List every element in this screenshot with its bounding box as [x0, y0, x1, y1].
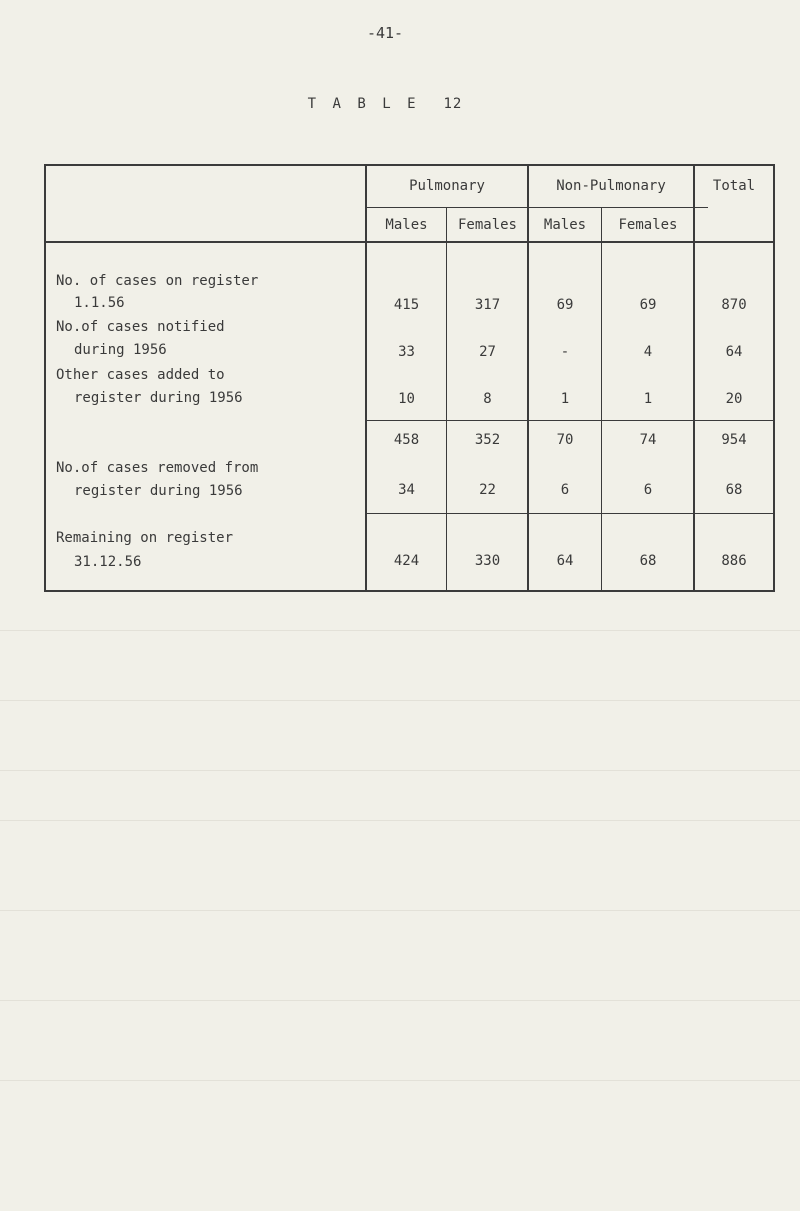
page-number: -41- — [366, 24, 404, 42]
row-label-register-start-line2: 1.1.56 — [74, 295, 125, 311]
subheader-nonpulmonary-males: Males — [543, 217, 587, 233]
cell-r1-nonpulm-males: - — [560, 344, 570, 360]
subheader-rule — [366, 207, 708, 208]
cell-r4-nonpulm-females: 6 — [643, 482, 653, 498]
cell-r4-pulm-females: 22 — [479, 482, 496, 498]
subtotal-rule — [366, 420, 775, 421]
header-non-pulmonary: Non-Pulmonary — [556, 178, 666, 194]
cell-r1-pulm-males: 33 — [398, 344, 415, 360]
table-title-prefix: T A B L E — [307, 96, 420, 112]
row-label-register-start-line1: No. of cases on register — [56, 273, 259, 289]
left-border — [44, 164, 46, 592]
cell-r0-nonpulm-males: 69 — [556, 297, 574, 313]
cell-r2-nonpulm-females: 1 — [643, 391, 653, 407]
cell-r4-pulm-males: 34 — [398, 482, 415, 498]
cell-r5-nonpulm-males: 64 — [556, 553, 574, 569]
cell-r5-pulm-females: 330 — [474, 553, 501, 569]
cell-r5-total: 886 — [721, 553, 747, 569]
table-bottom-rule — [44, 590, 775, 592]
right-border — [773, 164, 775, 592]
row-label-added-line1: Other cases added to — [56, 367, 225, 383]
header-total: Total — [712, 178, 756, 194]
cell-subtotal-nonpulm-males: 70 — [556, 432, 574, 448]
cell-r0-nonpulm-females: 69 — [639, 297, 657, 313]
cell-r5-nonpulm-females: 68 — [639, 553, 657, 569]
row-label-notified-line1: No.of cases notified — [56, 319, 225, 335]
header-pulmonary: Pulmonary — [409, 178, 485, 194]
table-top-rule — [44, 164, 775, 166]
row-label-removed-line2: register during 1956 — [74, 483, 243, 499]
row-label-remaining-line2: 31.12.56 — [74, 554, 142, 570]
subheader-nonpulmonary-females: Females — [618, 217, 678, 233]
row-label-added-line2: register during 1956 — [74, 390, 243, 406]
table-title-number: 12 — [443, 96, 463, 112]
cell-r1-pulm-females: 27 — [479, 344, 496, 360]
cell-subtotal-pulm-males: 458 — [393, 432, 420, 448]
cell-subtotal-total: 954 — [721, 432, 747, 448]
cell-r2-total: 20 — [725, 391, 743, 407]
remaining-rule — [366, 513, 775, 514]
table-title — [0, 96, 770, 112]
cell-r4-nonpulm-males: 6 — [560, 482, 570, 498]
cell-r2-pulm-females: 8 — [483, 391, 492, 407]
row-label-remaining-line1: Remaining on register — [56, 530, 234, 546]
cell-r0-pulm-males: 415 — [393, 297, 420, 313]
cell-r5-pulm-males: 424 — [393, 553, 420, 569]
cell-subtotal-nonpulm-females: 74 — [639, 432, 657, 448]
cell-r0-total: 870 — [721, 297, 747, 313]
cell-r2-nonpulm-males: 1 — [560, 391, 570, 407]
cell-subtotal-pulm-females: 352 — [474, 432, 501, 448]
cell-r1-total: 64 — [725, 344, 743, 360]
row-label-removed-line1: No.of cases removed from — [56, 460, 259, 476]
row-label-notified-line2: during 1956 — [74, 342, 167, 358]
cell-r1-nonpulm-females: 4 — [643, 344, 653, 360]
subheader-pulmonary-females: Females — [457, 217, 517, 233]
cell-r4-total: 68 — [725, 482, 743, 498]
subheader-pulmonary-males: Males — [385, 217, 428, 233]
cell-r0-pulm-females: 317 — [474, 297, 501, 313]
data-table — [44, 164, 775, 592]
header-bottom-rule — [44, 241, 775, 243]
cell-r2-pulm-males: 10 — [398, 391, 415, 407]
